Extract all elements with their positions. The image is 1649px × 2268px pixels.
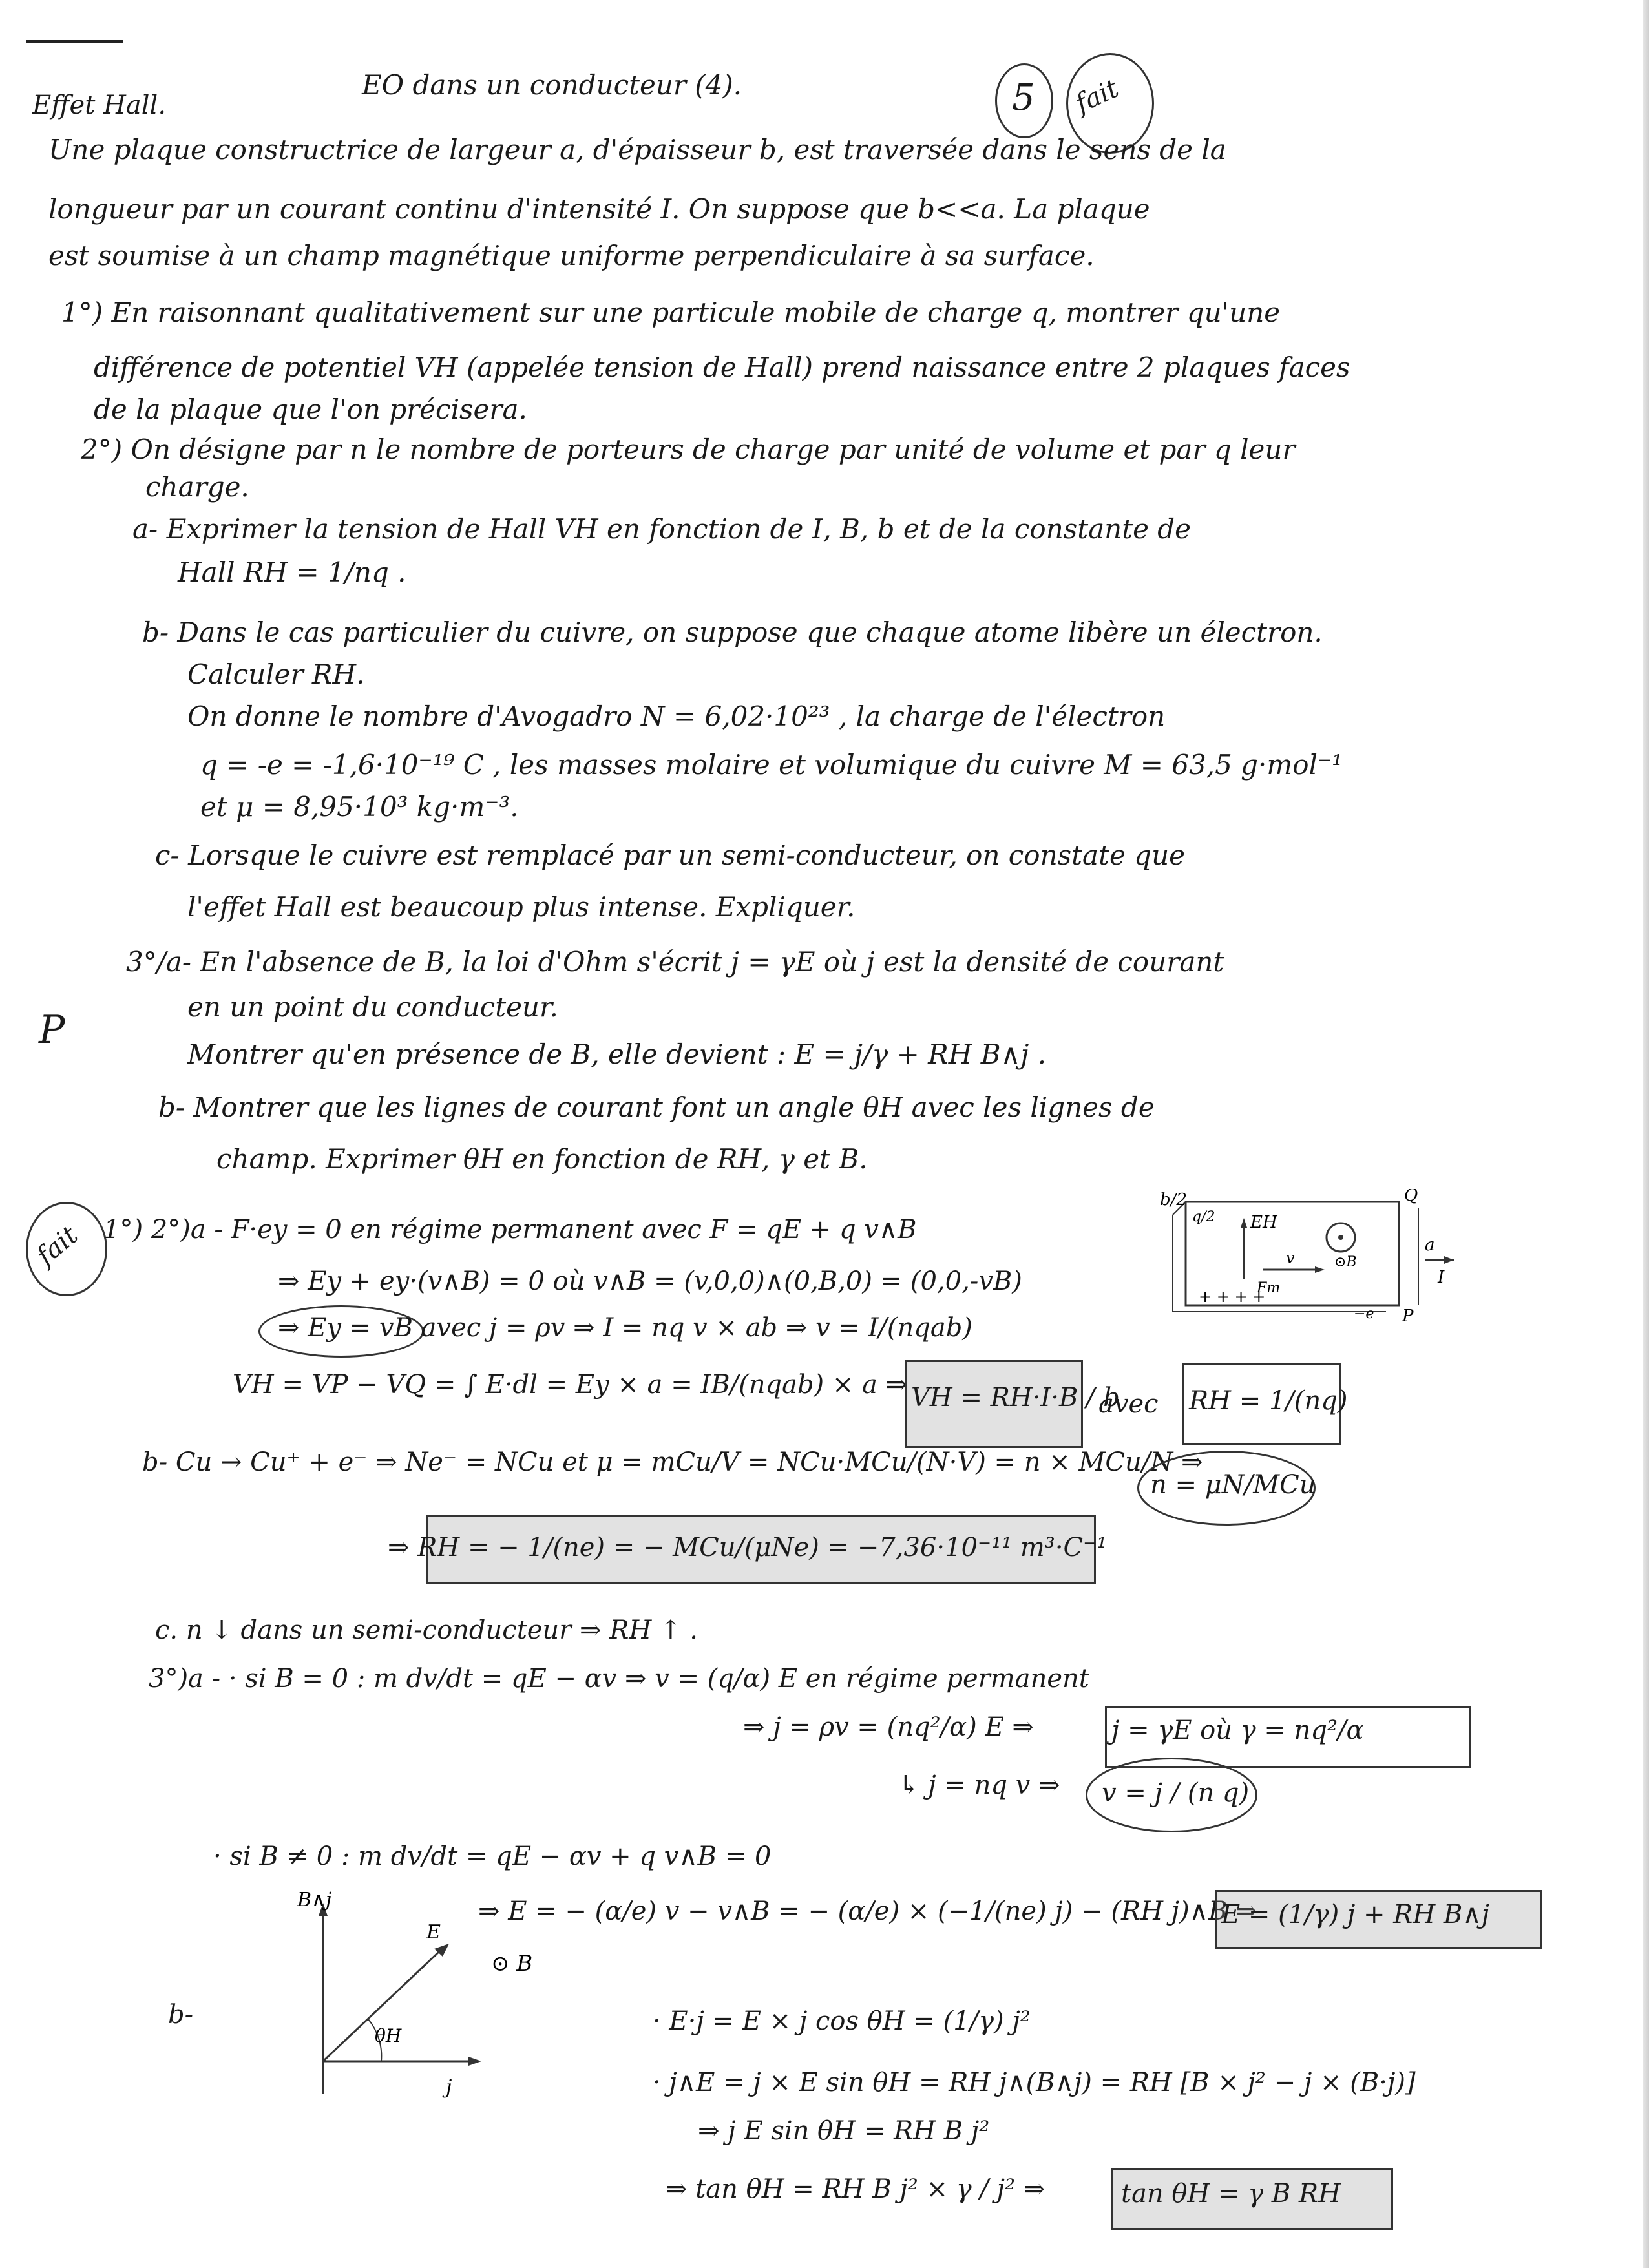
q3a-line-1: 3°/a- En l'absence de B, la loi d'Ohm s'écrit j = γE où j est la densité de courant xyxy=(126,946,1224,978)
sol-3b-line-3: ⇒ j E sin θH = RH B j² xyxy=(698,2116,990,2146)
lbl-a: a xyxy=(1425,1235,1435,1255)
sol-3b-line-2: · j∧E = j × E sin θH = RH j∧(B∧j) = RH [B × j² − j × (B·j)] xyxy=(653,2068,1416,2097)
sol-3a-line-6: ⇒ E = − (α/e) v − v∧B = − (α/e) × (−1/(ne) j) − (RH j)∧B ⇒ xyxy=(478,1896,1257,1926)
hall-plate-svg xyxy=(1160,1189,1457,1325)
sol-2b-n: n = μN/MCu xyxy=(1150,1470,1316,1500)
q2b-line-1: b- Dans le cas particulier du cuivre, on suppose que chaque atome libère un électron. xyxy=(142,616,1323,648)
intro-line-3: est soumise à un champ magnétique uniforme perpendiculaire à sa surface. xyxy=(48,240,1095,271)
sol-2a-line-4: VH = VP − VQ = ∫ E·dl = Ey × a = IB/(nqab) × a ⇒ xyxy=(233,1370,908,1400)
q2b-line-2: Calculer RH. xyxy=(187,658,365,690)
lbl-b: ⊙B xyxy=(1334,1254,1357,1270)
sol-2a-line-1: 1°) 2°)a - F·ey = 0 en régime permanent avec F = qE + q v∧B xyxy=(103,1215,917,1244)
lbl-v: v xyxy=(1286,1249,1295,1267)
q3b-line-1: b- Montrer que les lignes de courant font un angle θH avec les lignes de xyxy=(158,1091,1155,1123)
angle-svg xyxy=(284,1887,620,2106)
top-left-rule xyxy=(26,40,123,43)
lbl-fm: Fm xyxy=(1257,1280,1281,1296)
q2b-line-5: et μ = 8,95·10³ kg·m⁻³. xyxy=(200,791,519,823)
q2c-line-1: c- Lorsque le cuivre est remplacé par un semi-conducteur, on constate que xyxy=(155,839,1185,871)
lbl-j: j xyxy=(446,2076,452,2099)
mark-fait: fait xyxy=(1071,73,1124,120)
q2-line-1: 2°) On désigne par n le nombre de porteurs de charge par unité de volume et par q leur xyxy=(81,434,1296,465)
sol-2a-line-2: ⇒ Ey + ey·(v∧B) = 0 où v∧B = (v,0,0)∧(0,B,0) = (0,0,-vB) xyxy=(278,1266,1022,1296)
lbl-angle: θH xyxy=(375,2025,402,2046)
q2a-line-1: a- Exprimer la tension de Hall VH en fonction de I, B, b et de la constante de xyxy=(132,513,1192,545)
eh-arrowhead xyxy=(1241,1218,1247,1228)
sol-3b-line-4: ⇒ tan θH = RH B j² × γ / j² ⇒ xyxy=(666,2174,1045,2204)
q2a-line-2: Hall RH = 1/nq . xyxy=(178,556,406,588)
lbl-plus-row: + + + + xyxy=(1199,1288,1266,1306)
j-arrowhead xyxy=(468,2057,481,2066)
q3a-line-3: Montrer qu'en présence de B, elle devient : E = j/γ + RH B∧j . xyxy=(187,1038,1047,1070)
q2b-line-4: q = -e = -1,6·10⁻¹⁹ C , les masses molaire et volumique du cuivre M = 63,5 g·mol⁻¹ xyxy=(200,749,1343,781)
sol-3a-line-5: · si B ≠ 0 : m dv/dt = qE − αv + q v∧B = 0 xyxy=(213,1842,772,1871)
current-arrowhead xyxy=(1444,1256,1454,1264)
hall-plate-diagram xyxy=(1160,1189,1457,1325)
page-edge-shadow xyxy=(1643,0,1649,2268)
sol-3a-line-2: ⇒ j = ρv = (nq²/α) E ⇒ xyxy=(743,1712,1034,1742)
title-center: EO dans un conducteur (4). xyxy=(362,69,742,101)
sol-3a-line-1: 3°)a - · si B = 0 : m dv/dt = qE − αv ⇒ v = (q/α) E en régime permanent xyxy=(149,1664,1089,1694)
sol-3b-line-1: · E·j = E × j cos θH = (1/γ) j² xyxy=(653,2006,1031,2036)
sol-3a-ohm: j = γE où γ = nq²/α xyxy=(1111,1716,1364,1745)
lbl-side: b/2 xyxy=(1160,1190,1187,1210)
sol-3a-line-7: E = (1/γ) j + RH B∧j xyxy=(1221,1900,1490,1929)
sol-2c: c. n ↓ dans un semi-conducteur ⇒ RH ↑ . xyxy=(155,1615,698,1645)
sol-3b-label: b- xyxy=(168,2000,194,2030)
lbl-eh: EH xyxy=(1250,1213,1277,1232)
lbl-q: Q xyxy=(1404,1189,1418,1205)
intro-line-2: longueur par un courant continu d'intensité I. On suppose que b<<a. La plaque xyxy=(48,193,1150,225)
sol-2b-line-1: b- Cu → Cu⁺ + e⁻ ⇒ Ne⁻ = NCu et μ = mCu/V = NCu·MCu/(N·V) = n × MCu/N ⇒ xyxy=(142,1447,1203,1477)
lbl-e: E xyxy=(426,1921,441,1944)
lbl-i: I xyxy=(1438,1268,1445,1287)
v-arrowhead xyxy=(1315,1266,1325,1273)
sol-2a-avec: avec xyxy=(1098,1389,1159,1419)
sol-2a-line-3: ⇒ Ey = vB avec j = ρv ⇒ I = nq v × ab ⇒ v = I/(nqab) xyxy=(278,1313,972,1343)
q1-line-1: 1°) En raisonnant qualitativement sur une particule mobile de charge q, montrer qu'une xyxy=(61,297,1281,328)
b-odot-center xyxy=(1338,1235,1343,1240)
q1-line-2: différence de potentiel VH (appelée tension de Hall) prend naissance entre 2 plaques faces xyxy=(94,352,1350,383)
lbl-q2: q/2 xyxy=(1192,1209,1215,1225)
q3a-line-2: en un point du conducteur. xyxy=(187,991,558,1023)
sol-2a-rh-def: RH = 1/(nq) xyxy=(1189,1386,1348,1416)
sol-2b-line-3: ⇒ RH = − 1/(ne) = − MCu/(μNe) = −7,36·10⁻¹¹ m³·C⁻¹ xyxy=(388,1533,1108,1562)
q1-line-3: de la plaque que l'on précisera. xyxy=(94,394,527,425)
solution-stamp: fait xyxy=(31,1220,84,1272)
lbl-p: P xyxy=(1402,1307,1414,1325)
q2-line-2: charge. xyxy=(145,471,249,503)
title-left: Effet Hall. xyxy=(32,90,167,120)
q2c-line-2: l'effet Hall est beaucoup plus intense. Expliquer. xyxy=(187,891,856,923)
sol-3a-v: v = j / (n q) xyxy=(1102,1778,1250,1808)
lbl-minus-e: −e xyxy=(1354,1306,1374,1322)
sol-2a-result: VH = RH·I·B / b xyxy=(911,1383,1120,1412)
intro-line-1: Une plaque constructrice de largeur a, d'épaisseur b, est traversée dans le sens de la xyxy=(48,134,1226,165)
mark-number: 5 xyxy=(1012,77,1035,119)
sol-3b-result: tan θH = γ B RH xyxy=(1121,2179,1341,2209)
sol-3a-line-3: ↳ j = nq v ⇒ xyxy=(898,1770,1060,1800)
angle-diagram xyxy=(284,1887,620,2106)
lbl-bxj: B∧j xyxy=(297,1889,332,1911)
q3b-line-2: champ. Exprimer θH en fonction de RH, γ et B. xyxy=(216,1143,868,1175)
margin-mark: P xyxy=(39,1007,65,1053)
q2b-line-3: On donne le nombre d'Avogadro N = 6,02·10²³ , la charge de l'électron xyxy=(187,700,1166,732)
lbl-odot-b: ⊙ B xyxy=(491,1951,533,1977)
